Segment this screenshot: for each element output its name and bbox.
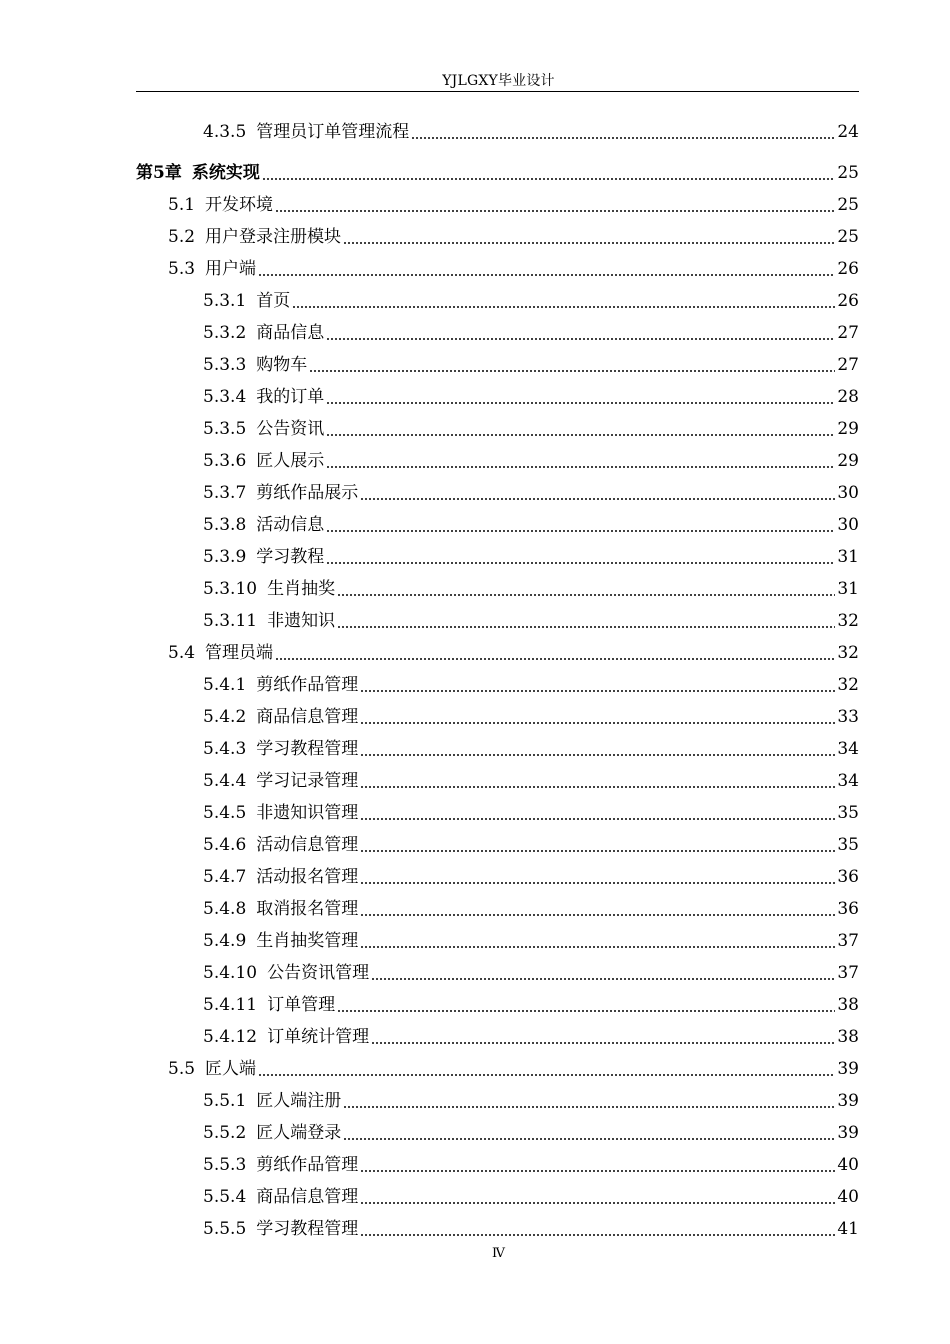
toc-entry-number: 5.3.9 xyxy=(203,547,247,567)
toc-entry-number: 5.5.3 xyxy=(203,1155,247,1175)
toc-entry-page: 34 xyxy=(837,739,859,759)
toc-entry-page: 30 xyxy=(837,515,859,535)
toc-entry-page: 39 xyxy=(837,1091,859,1111)
toc-entry-number: 5.4.7 xyxy=(203,867,247,887)
toc-entry[interactable] xyxy=(136,509,859,541)
toc-entry[interactable] xyxy=(136,413,859,445)
dot-leader xyxy=(360,1170,835,1172)
toc-entry-number: 5.4.4 xyxy=(203,771,247,791)
toc-entry-number: 5.3.3 xyxy=(203,355,247,375)
toc-entry-title: 活动信息管理 xyxy=(256,835,359,855)
dot-leader xyxy=(258,274,835,276)
toc-entry-number: 5.4.8 xyxy=(203,899,247,919)
toc-entry-title: 首页 xyxy=(256,291,291,311)
dot-leader xyxy=(326,562,835,564)
toc-entry-title: 订单管理 xyxy=(267,995,336,1015)
toc-entry[interactable] xyxy=(136,893,859,925)
toc-entry-title: 管理员订单管理流程 xyxy=(256,122,410,142)
toc-entry-page: 35 xyxy=(837,803,859,823)
toc-entry[interactable] xyxy=(136,765,859,797)
dot-leader xyxy=(360,882,835,884)
toc-entry[interactable] xyxy=(136,221,859,253)
toc-entry-page: 39 xyxy=(837,1059,859,1079)
dot-leader xyxy=(326,338,835,340)
toc-entry-page: 25 xyxy=(837,227,859,247)
toc-entry-number: 5.3.11 xyxy=(203,611,258,631)
toc-entry-number: 第5章 xyxy=(136,163,182,183)
dot-leader xyxy=(262,178,836,180)
toc-entry-title: 剪纸作品管理 xyxy=(256,1155,359,1175)
toc-entry[interactable] xyxy=(136,317,859,349)
toc-entry-page: 36 xyxy=(837,899,859,919)
toc-entry-page: 29 xyxy=(837,451,859,471)
toc-entry-title: 活动信息 xyxy=(256,515,325,535)
dot-leader xyxy=(360,1234,835,1236)
page-number: Ⅳ xyxy=(492,1246,505,1261)
toc-entry-page: 28 xyxy=(837,387,859,407)
toc-entry-number: 5.5.2 xyxy=(203,1123,247,1143)
toc-entry-number: 5.4 xyxy=(168,643,196,663)
dot-leader xyxy=(275,210,835,212)
toc-entry-title: 非遗知识管理 xyxy=(256,803,359,823)
toc-entry[interactable] xyxy=(136,797,859,829)
toc-entry[interactable] xyxy=(136,285,859,317)
toc-entry-number: 5.5.4 xyxy=(203,1187,247,1207)
toc-entry-page: 37 xyxy=(837,963,859,983)
dot-leader xyxy=(343,242,835,244)
toc-entry[interactable] xyxy=(136,1149,859,1181)
toc-entry-number: 4.3.5 xyxy=(203,122,247,142)
toc-entry-number: 5.3.6 xyxy=(203,451,247,471)
toc-entry-number: 5.5.5 xyxy=(203,1219,247,1239)
toc-entry-page: 36 xyxy=(837,867,859,887)
toc-entry-page: 31 xyxy=(837,579,859,599)
toc-entry[interactable] xyxy=(136,1085,859,1117)
toc-entry-title: 学习记录管理 xyxy=(256,771,359,791)
toc-entry[interactable] xyxy=(136,253,859,285)
table-of-contents xyxy=(136,116,859,1245)
dot-leader xyxy=(326,402,835,404)
toc-entry[interactable] xyxy=(136,477,859,509)
dot-leader xyxy=(275,658,835,660)
toc-entry[interactable] xyxy=(136,189,859,221)
toc-entry-number: 5.4.5 xyxy=(203,803,247,823)
toc-entry-title: 匠人端登录 xyxy=(256,1123,342,1143)
toc-entry-title: 学习教程管理 xyxy=(256,1219,359,1239)
dot-leader xyxy=(360,850,835,852)
toc-entry-number: 5.3.10 xyxy=(203,579,258,599)
toc-entry-page: 25 xyxy=(837,163,859,183)
dot-leader xyxy=(360,786,835,788)
dot-leader xyxy=(337,594,835,596)
toc-entry[interactable] xyxy=(136,1021,859,1053)
toc-entry[interactable] xyxy=(136,733,859,765)
dot-leader xyxy=(343,1138,835,1140)
dot-leader xyxy=(337,626,835,628)
dot-leader xyxy=(360,754,835,756)
dot-leader xyxy=(258,1074,835,1076)
dot-leader xyxy=(411,137,835,139)
dot-leader xyxy=(326,434,835,436)
toc-entry-page: 26 xyxy=(837,291,859,311)
toc-entry-page: 24 xyxy=(837,122,859,142)
toc-entry-title: 生肖抽奖 xyxy=(267,579,336,599)
toc-entry-number: 5.4.2 xyxy=(203,707,247,727)
dot-leader xyxy=(360,722,835,724)
toc-chapter-entry[interactable] xyxy=(136,157,859,189)
toc-entry[interactable] xyxy=(136,381,859,413)
toc-entry[interactable] xyxy=(136,925,859,957)
dot-leader xyxy=(371,1042,835,1044)
toc-entry-number: 5.3 xyxy=(168,259,196,279)
toc-entry-number: 5.1 xyxy=(168,195,196,215)
toc-entry-title: 非遗知识 xyxy=(267,611,336,631)
toc-entry-title: 匠人展示 xyxy=(256,451,325,471)
toc-entry-title: 剪纸作品管理 xyxy=(256,675,359,695)
toc-entry[interactable] xyxy=(136,1117,859,1149)
toc-entry-title: 匠人端注册 xyxy=(256,1091,342,1111)
toc-entry-title: 用户端 xyxy=(205,259,257,279)
toc-entry-title: 开发环境 xyxy=(205,195,274,215)
toc-entry[interactable] xyxy=(136,989,859,1021)
toc-entry-title: 公告资讯 xyxy=(256,419,325,439)
toc-entry-number: 5.3.8 xyxy=(203,515,247,535)
toc-entry[interactable] xyxy=(136,701,859,733)
toc-entry-title: 取消报名管理 xyxy=(256,899,359,919)
toc-entry-page: 39 xyxy=(837,1123,859,1143)
dot-leader xyxy=(371,978,835,980)
toc-entry-title: 商品信息管理 xyxy=(256,1187,359,1207)
toc-entry[interactable] xyxy=(136,1181,859,1213)
toc-entry-page: 29 xyxy=(837,419,859,439)
toc-entry-page: 40 xyxy=(837,1155,859,1175)
toc-entry-number: 5.5 xyxy=(168,1059,196,1079)
toc-entry[interactable] xyxy=(136,829,859,861)
toc-entry-title: 剪纸作品展示 xyxy=(256,483,359,503)
toc-entry[interactable] xyxy=(136,637,859,669)
toc-entry-title: 学习教程管理 xyxy=(256,739,359,759)
toc-entry-number: 5.3.7 xyxy=(203,483,247,503)
toc-entry-page: 37 xyxy=(837,931,859,951)
dot-leader xyxy=(360,946,835,948)
toc-entry-page: 41 xyxy=(837,1219,859,1239)
toc-entry-title: 商品信息管理 xyxy=(256,707,359,727)
toc-entry[interactable] xyxy=(136,1053,859,1085)
toc-entry-page: 32 xyxy=(837,643,859,663)
toc-entry-page: 27 xyxy=(837,323,859,343)
dot-leader xyxy=(292,306,835,308)
toc-entry[interactable] xyxy=(136,605,859,637)
toc-entry-page: 40 xyxy=(837,1187,859,1207)
toc-entry-number: 5.4.3 xyxy=(203,739,247,759)
toc-entry-number: 5.4.6 xyxy=(203,835,247,855)
toc-entry-page: 38 xyxy=(837,995,859,1015)
toc-entry[interactable] xyxy=(136,1213,859,1245)
toc-entry-page: 35 xyxy=(837,835,859,855)
toc-entry[interactable] xyxy=(136,445,859,477)
toc-entry-page: 33 xyxy=(837,707,859,727)
toc-entry-title: 匠人端 xyxy=(205,1059,257,1079)
toc-entry-title: 公告资讯管理 xyxy=(267,963,370,983)
toc-entry-title: 用户登录注册模块 xyxy=(205,227,342,247)
toc-entry[interactable] xyxy=(136,116,859,148)
toc-entry-page: 26 xyxy=(837,259,859,279)
header-rule xyxy=(136,91,859,92)
toc-entry-title: 订单统计管理 xyxy=(267,1027,370,1047)
dot-leader xyxy=(360,914,835,916)
toc-entry-number: 5.4.10 xyxy=(203,963,258,983)
toc-entry-number: 5.3.5 xyxy=(203,419,247,439)
dot-leader xyxy=(326,466,835,468)
dot-leader xyxy=(309,370,835,372)
toc-entry-title: 活动报名管理 xyxy=(256,867,359,887)
toc-entry-number: 5.5.1 xyxy=(203,1091,247,1111)
dot-leader xyxy=(360,498,835,500)
toc-entry-title: 我的订单 xyxy=(256,387,325,407)
toc-entry-page: 30 xyxy=(837,483,859,503)
toc-entry-title: 管理员端 xyxy=(205,643,274,663)
toc-entry-title: 学习教程 xyxy=(256,547,325,567)
toc-entry-title: 生肖抽奖管理 xyxy=(256,931,359,951)
toc-entry-number: 5.4.11 xyxy=(203,995,258,1015)
toc-entry[interactable] xyxy=(136,669,859,701)
toc-entry[interactable] xyxy=(136,573,859,605)
toc-entry-number: 5.4.12 xyxy=(203,1027,258,1047)
dot-leader xyxy=(337,1010,835,1012)
dot-leader xyxy=(326,530,835,532)
toc-entry-number: 5.3.4 xyxy=(203,387,247,407)
toc-entry-title: 系统实现 xyxy=(191,163,260,183)
dot-leader xyxy=(343,1106,835,1108)
toc-entry-title: 购物车 xyxy=(256,355,308,375)
running-header: YJLGXY毕业设计 xyxy=(442,73,555,89)
toc-entry-number: 5.4.1 xyxy=(203,675,247,695)
toc-entry-number: 5.2 xyxy=(168,227,196,247)
toc-entry-page: 25 xyxy=(837,195,859,215)
toc-entry[interactable] xyxy=(136,349,859,381)
dot-leader xyxy=(360,690,835,692)
toc-entry-number: 5.4.9 xyxy=(203,931,247,951)
dot-leader xyxy=(360,818,835,820)
toc-entry-page: 32 xyxy=(837,675,859,695)
dot-leader xyxy=(360,1202,835,1204)
toc-entry[interactable] xyxy=(136,957,859,989)
toc-entry-page: 27 xyxy=(837,355,859,375)
toc-entry-page: 32 xyxy=(837,611,859,631)
toc-entry-page: 34 xyxy=(837,771,859,791)
toc-entry-number: 5.3.1 xyxy=(203,291,247,311)
toc-entry-page: 31 xyxy=(837,547,859,567)
toc-entry-page: 38 xyxy=(837,1027,859,1047)
toc-entry-number: 5.3.2 xyxy=(203,323,247,343)
toc-entry[interactable] xyxy=(136,541,859,573)
toc-entry-title: 商品信息 xyxy=(256,323,325,343)
toc-entry[interactable] xyxy=(136,861,859,893)
